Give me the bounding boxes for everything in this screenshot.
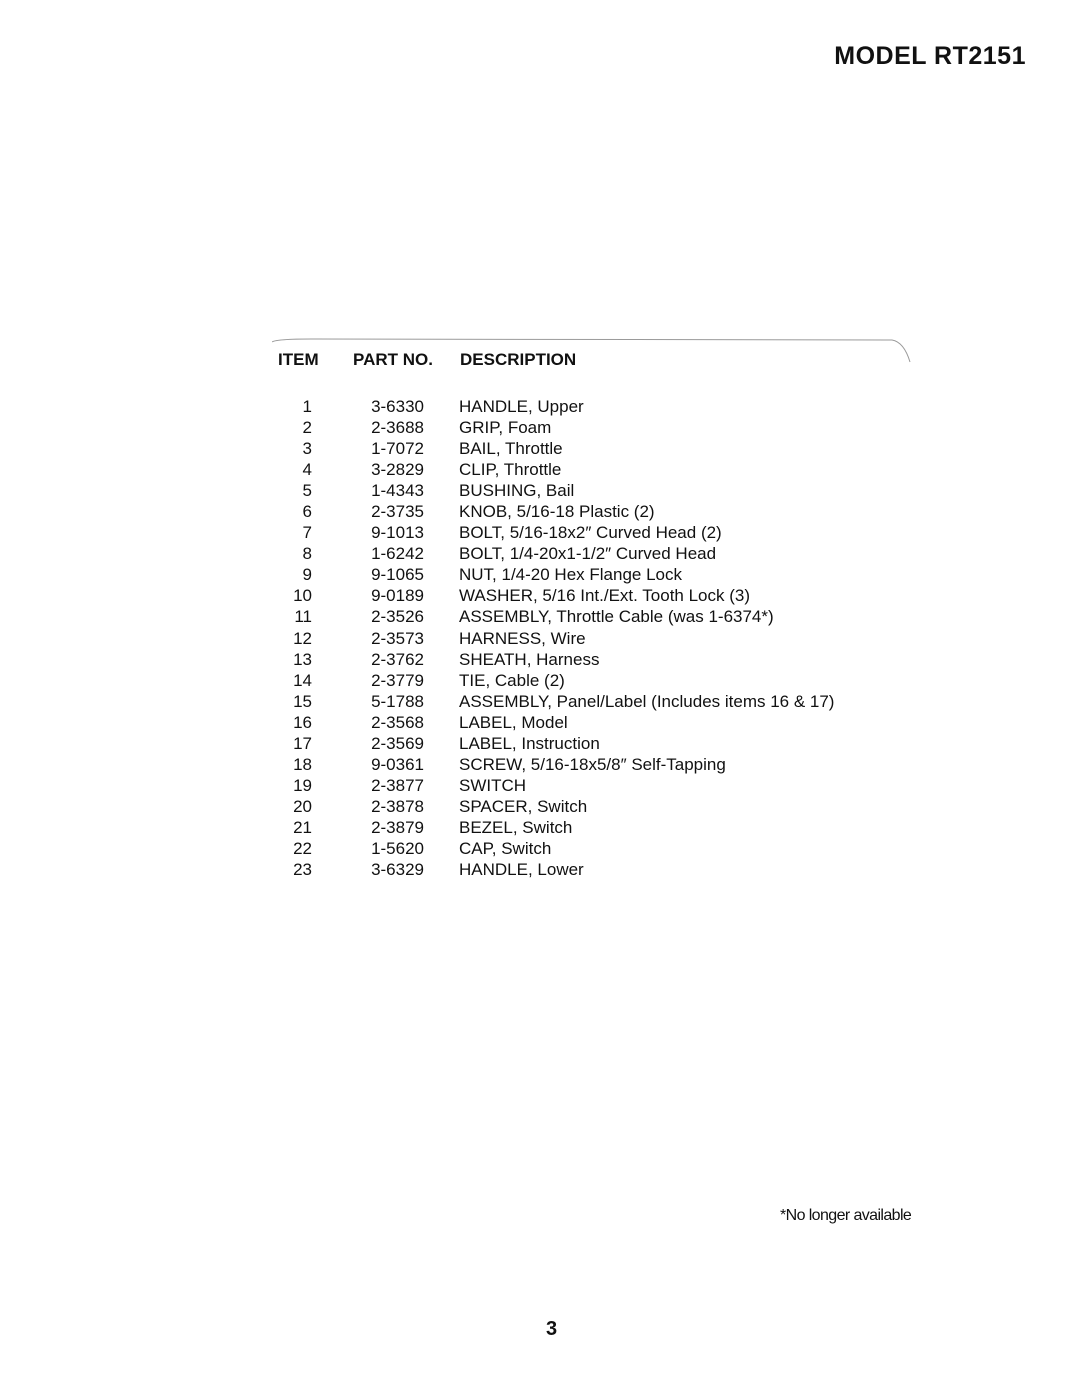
item-number: 19: [293, 775, 312, 795]
part-number: 9-1065: [371, 565, 424, 585]
column-header-item: ITEM: [278, 350, 319, 369]
item-number: 7: [302, 523, 312, 543]
part-number: 3-6330: [371, 397, 424, 416]
table-row: [0, 501, 1080, 522]
table-row: [0, 859, 1080, 880]
table-row: [0, 670, 1080, 691]
table-row: [0, 543, 1080, 564]
item-number: 17: [293, 733, 312, 753]
part-number: 5-1788: [371, 691, 424, 711]
item-number: 18: [293, 754, 312, 774]
part-number: 9-1013: [371, 523, 424, 543]
part-number: 2-3879: [371, 817, 424, 837]
item-number: 23: [293, 860, 312, 880]
table-row: [0, 438, 1080, 459]
part-description: TIE, Cable (2): [459, 670, 565, 690]
table-row: [0, 606, 1080, 627]
part-number: 9-0361: [371, 754, 424, 774]
part-number: 9-0189: [371, 586, 424, 606]
part-description: BUSHING, Bail: [459, 481, 575, 501]
part-number: 2-3568: [371, 712, 424, 732]
item-number: 12: [293, 628, 312, 648]
page-number: 3: [546, 1318, 558, 1340]
item-number: 14: [293, 670, 312, 690]
part-description: SPACER, Switch: [459, 796, 588, 816]
part-description: CLIP, Throttle: [459, 460, 562, 480]
part-description: HANDLE, Upper: [459, 397, 584, 416]
item-number: 9: [302, 565, 312, 585]
part-description: SWITCH: [459, 775, 527, 795]
table-row: [0, 649, 1080, 670]
table-row: [0, 838, 1080, 859]
table-row: [0, 459, 1080, 480]
column-header-part-no: PART NO.: [353, 350, 433, 369]
part-number: 1-5620: [371, 838, 424, 858]
item-number: 10: [293, 586, 312, 606]
table-row: [0, 396, 1080, 417]
part-description: ASSEMBLY, Panel/Label (Includes items 16 & 17): [459, 691, 835, 711]
part-number: 2-3569: [371, 733, 424, 753]
part-description: BOLT, 5/16-18x2″ Curved Head (2): [459, 523, 722, 543]
footnote: *No longer available: [780, 1207, 912, 1224]
part-number: 1-6242: [371, 544, 424, 564]
part-number: 1-4343: [371, 481, 424, 501]
table-row: [0, 628, 1080, 649]
table-row: [0, 522, 1080, 543]
table-header: [0, 350, 1080, 372]
part-description: NUT, 1/4-20 Hex Flange Lock: [459, 565, 682, 585]
item-number: 16: [293, 712, 312, 732]
part-description: LABEL, Model: [459, 712, 568, 732]
parts-list: [0, 396, 1080, 880]
part-description: WASHER, 5/16 Int./Ext. Tooth Lock (3): [459, 586, 751, 606]
part-description: KNOB, 5/16-18 Plastic (2): [459, 502, 655, 522]
part-description: BEZEL, Switch: [459, 817, 573, 837]
table-row: [0, 417, 1080, 438]
part-number: 3-6329: [371, 860, 424, 880]
part-description: HANDLE, Lower: [459, 860, 584, 880]
item-number: 11: [294, 607, 312, 627]
table-row: [0, 796, 1080, 817]
part-number: 3-2829: [371, 460, 424, 480]
item-number: 8: [302, 544, 312, 564]
part-number: 2-3573: [371, 628, 424, 648]
column-header-description: DESCRIPTION: [460, 350, 577, 369]
part-number: 2-3779: [371, 670, 424, 690]
part-number: 2-3735: [371, 502, 424, 522]
item-number: 1: [302, 397, 312, 416]
part-number: 2-3688: [371, 418, 424, 438]
part-description: HARNESS, Wire: [459, 628, 586, 648]
table-row: [0, 564, 1080, 585]
table-row: [0, 585, 1080, 606]
item-number: 13: [293, 649, 312, 669]
table-row: [0, 817, 1080, 838]
table-row: [0, 754, 1080, 775]
item-number: 15: [293, 691, 312, 711]
table-row: [0, 775, 1080, 796]
item-number: 20: [293, 796, 312, 816]
item-number: 21: [293, 817, 312, 837]
item-number: 3: [302, 439, 312, 459]
item-number: 22: [293, 838, 312, 858]
item-number: 2: [302, 418, 312, 438]
part-number: 1-7072: [371, 439, 424, 459]
part-number: 2-3878: [371, 796, 424, 816]
part-description: LABEL, Instruction: [459, 733, 600, 753]
table-row: [0, 480, 1080, 501]
part-number: 2-3762: [371, 649, 424, 669]
part-number: 2-3877: [371, 775, 424, 795]
table-row: [0, 733, 1080, 754]
item-number: 4: [302, 460, 312, 480]
item-number: 6: [302, 502, 312, 522]
table-row: [0, 691, 1080, 712]
part-number: 2-3526: [371, 607, 424, 627]
part-description: ASSEMBLY, Throttle Cable (was 1-6374*): [459, 607, 774, 627]
part-description: BOLT, 1/4-20x1-1/2″ Curved Head: [459, 544, 717, 564]
part-description: CAP, Switch: [459, 838, 552, 858]
item-number: 5: [302, 481, 312, 501]
model-title: MODEL RT2151: [834, 42, 1026, 70]
part-description: SHEATH, Harness: [459, 649, 600, 669]
part-description: GRIP, Foam: [459, 418, 552, 438]
part-description: SCREW, 5/16-18x5/8″ Self-Tapping: [459, 754, 726, 774]
part-description: BAIL, Throttle: [459, 439, 563, 459]
table-row: [0, 712, 1080, 733]
